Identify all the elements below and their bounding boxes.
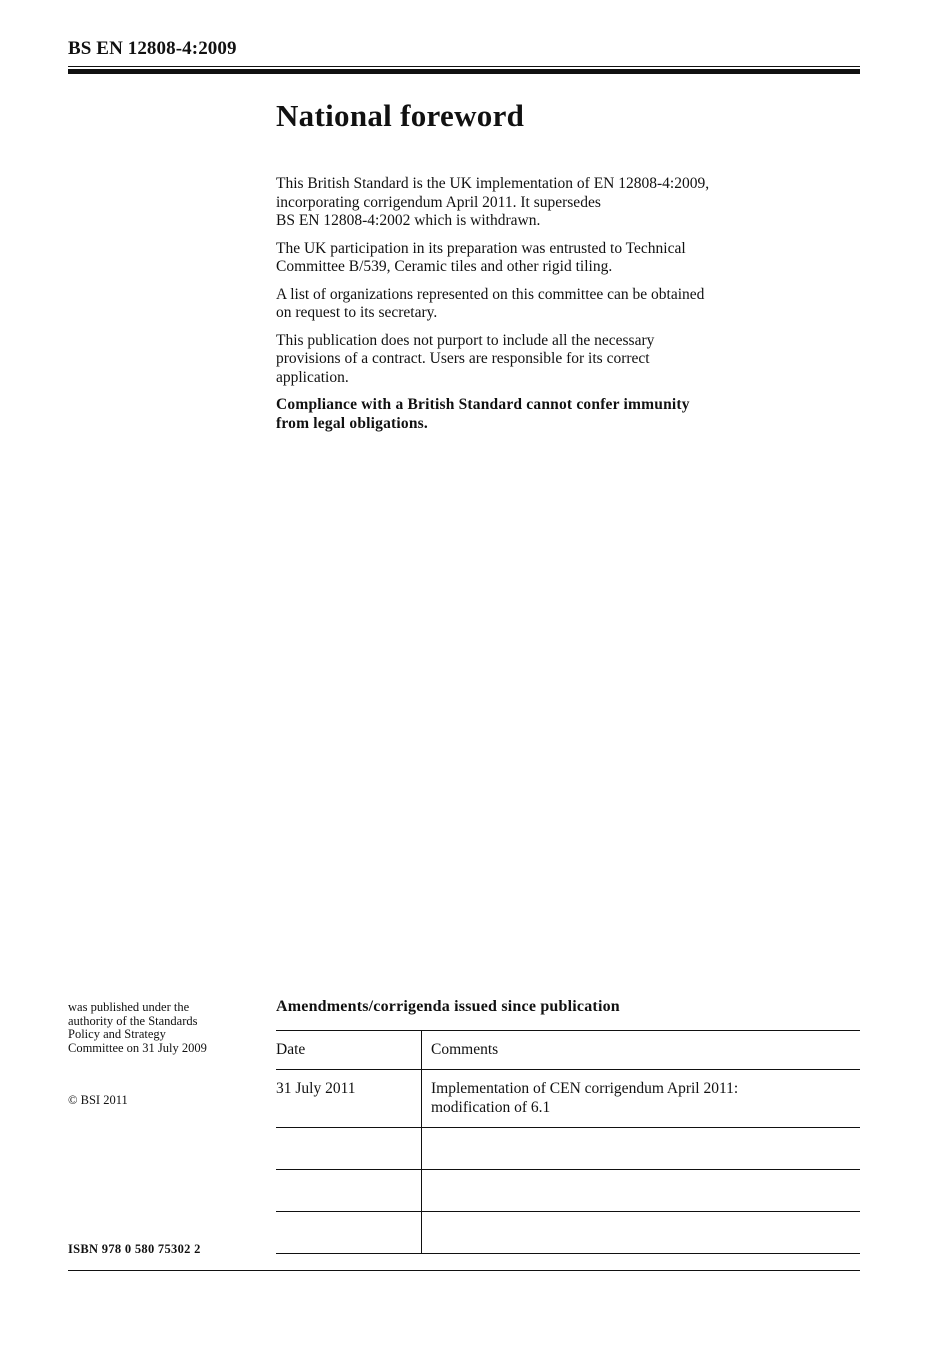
paragraph-participation: The UK participation in its preparation was entrusted to Technical Committee B/539, Ceramic tiles and other rigid tiling.	[276, 239, 686, 275]
document-code: BS EN 12808-4:2009	[68, 38, 237, 59]
paragraph-organizations: A list of organizations represented on this committee can be obtained on request to its secretary.	[276, 285, 705, 321]
table-row-empty	[276, 1128, 860, 1170]
empty-cell	[422, 1128, 861, 1170]
copyright-notice: © BSI 2011	[68, 1093, 128, 1107]
table-row-empty	[276, 1212, 860, 1254]
table-row-empty	[276, 1170, 860, 1212]
isbn-number: ISBN 978 0 580 75302 2	[68, 1242, 201, 1256]
empty-cell	[276, 1212, 422, 1254]
empty-cell	[422, 1212, 861, 1254]
paragraph-contract: This publication does not purport to include all the necessary provisions of a contract. Users are responsible for its correct application.	[276, 331, 655, 386]
page-title: National foreword	[276, 98, 525, 133]
row-date: 31 July 2011	[276, 1070, 422, 1128]
table-header-row	[276, 1031, 860, 1070]
paragraph-implementation: This British Standard is the UK implementation of EN 12808-4:2009, incorporating corrigendum April 2011. It supersedes BS EN 12808-4:2002 which is withdrawn.	[276, 175, 710, 229]
column-header-comments: Comments	[422, 1031, 861, 1070]
header-rule-thick	[68, 69, 860, 74]
paragraph-compliance: Compliance with a British Standard cannot confer immunity from legal obligations.	[276, 396, 690, 432]
empty-cell	[276, 1170, 422, 1212]
publication-note: was published under the authority of the Standards Policy and Strategy Committee on 31 July 2009	[68, 1000, 207, 1055]
amendments-table	[276, 1030, 860, 1254]
empty-cell	[422, 1170, 861, 1212]
column-header-date: Date	[276, 1031, 422, 1070]
row-comment: Implementation of CEN corrigendum April 2011: modification of 6.1	[422, 1070, 861, 1128]
amendments-heading: Amendments/corrigenda issued since publication	[276, 998, 620, 1015]
foreword-body	[276, 175, 836, 442]
footer-rule	[68, 1270, 860, 1271]
empty-cell	[276, 1128, 422, 1170]
table-row	[276, 1070, 860, 1128]
header-rule-thin	[68, 66, 860, 67]
